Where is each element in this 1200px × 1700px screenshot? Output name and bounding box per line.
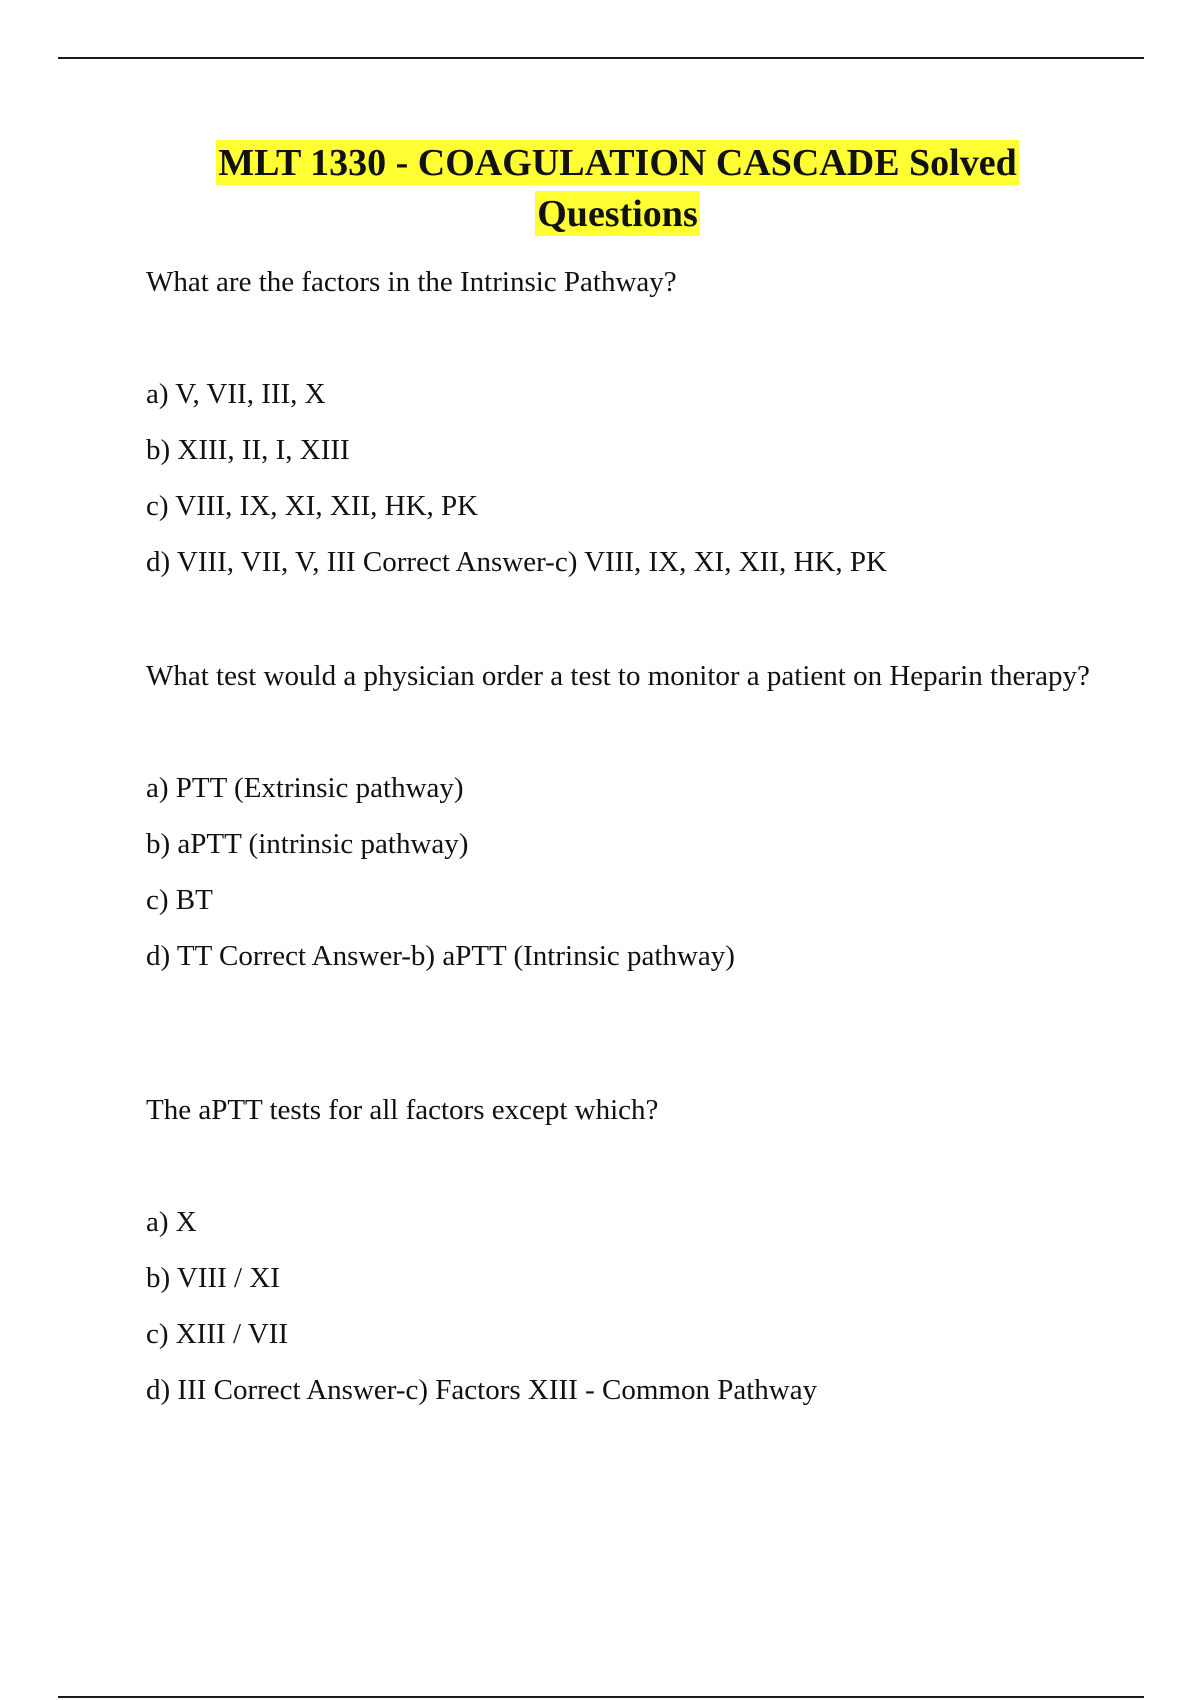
title-line-2: Questions [537,193,698,235]
option-a: a) V, VII, III, X [146,378,326,410]
option-d-with-answer: d) TT Correct Answer-b) aPTT (Intrinsic pathway) [146,940,735,972]
option-a: a) X [146,1206,197,1238]
document-title [0,138,1200,240]
title-line-1: MLT 1330 - COAGULATION CASCADE Solved [218,142,1017,184]
option-c: c) XIII / VII [146,1318,288,1350]
question-block-3 [146,1090,1096,1418]
header-rule [58,57,1144,59]
question-block-1 [146,262,1096,590]
options-list [146,760,1096,984]
question-text: What test would a physician order a test to monitor a patient on Heparin therapy? [146,660,1090,692]
footer-rule [58,1696,1144,1698]
options-list [146,366,1096,590]
option-b: b) XIII, II, I, XIII [146,434,350,466]
option-c: c) BT [146,884,213,916]
question-text: What are the factors in the Intrinsic Pathway? [146,266,677,298]
option-a: a) PTT (Extrinsic pathway) [146,772,464,804]
option-d-with-answer: d) III Correct Answer-c) Factors XIII - Common Pathway [146,1374,818,1406]
question-text: The aPTT tests for all factors except which? [146,1094,659,1126]
option-c: c) VIII, IX, XI, XII, HK, PK [146,490,479,522]
options-list [146,1194,1096,1418]
option-d-with-answer: d) VIII, VII, V, III Correct Answer-c) VIII, IX, XI, XII, HK, PK [146,546,887,578]
option-b: b) aPTT (intrinsic pathway) [146,828,469,860]
option-b: b) VIII / XI [146,1262,280,1294]
question-block-2 [146,656,1096,984]
